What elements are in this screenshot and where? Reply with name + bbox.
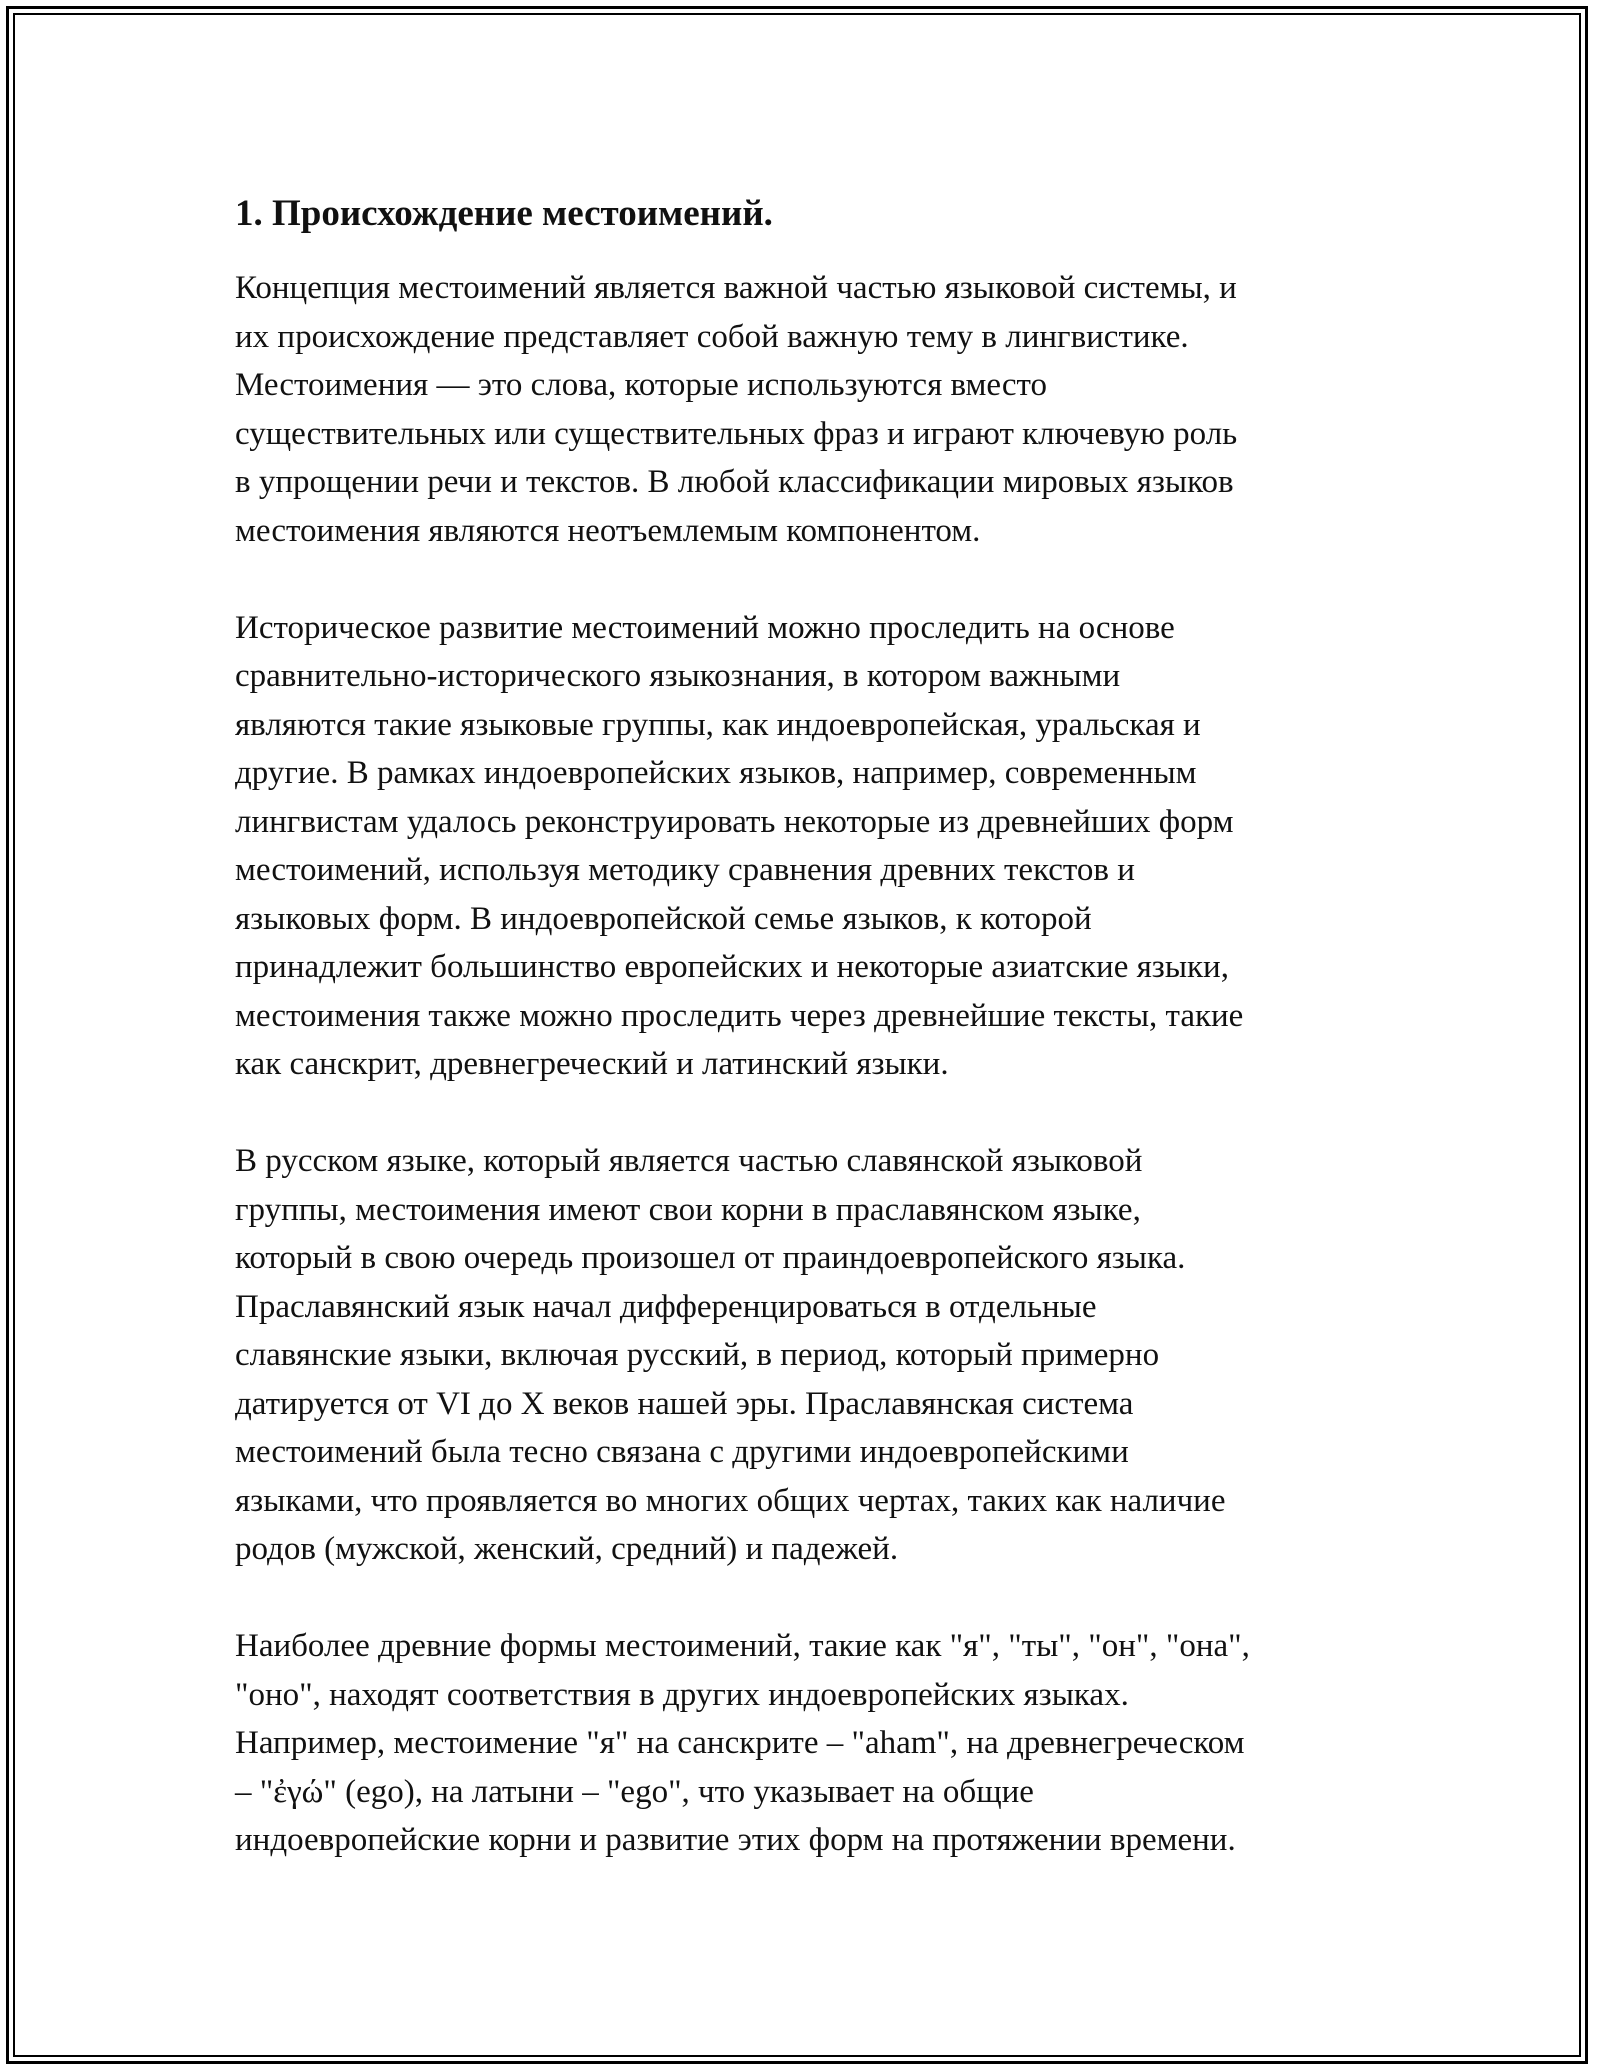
paragraph-1 — [235, 264, 1375, 555]
text-line: являются такие языковые группы, как индоевропейская, уральская и — [235, 706, 1201, 743]
text-line: родов (мужской, женский, средний) и падежей. — [235, 1531, 899, 1567]
text-line: – "ἐγώ" (ego), на латыни – "ego", что указывает на общие — [235, 1773, 1034, 1810]
text-line: местоимений была тесно связана с другими индоевропейскими — [235, 1434, 1129, 1470]
text-line: языками, что проявляется во многих общих чертах, таких как наличие — [235, 1482, 1226, 1519]
text-line: который в свою очередь произошел от праиндоевропейского языка. — [235, 1240, 1186, 1276]
paragraph-3 — [235, 1137, 1375, 1574]
text-line: языковых форм. В индоевропейской семье языков, к которой — [235, 900, 1092, 937]
text-line: другие. В рамках индоевропейских языков, например, современным — [235, 755, 1197, 791]
text-line: Историческое развитие местоимений можно проследить на основе — [235, 609, 1175, 646]
section-heading: 1. Происхождение местоимений. — [235, 193, 773, 234]
text-line: Наиболее древние формы местоимений, такие как "я", "ты", "он", "она", — [235, 1628, 1250, 1664]
text-line: местоимения также можно проследить через древнейшие тексты, такие — [235, 997, 1244, 1034]
document-body — [235, 180, 1375, 1913]
text-line: местоимения являются неотъемлемым компонентом. — [235, 512, 981, 549]
text-line: их происхождение представляет собой важную тему в лингвистике. — [235, 318, 1189, 355]
text-line: Например, местоимение "я" на санскрите – "aham", на древнегреческом — [235, 1725, 1245, 1761]
text-line: Праславянский язык начал дифференцироваться в отдельные — [235, 1288, 1097, 1325]
text-line: славянские языки, включая русский, в период, который примерно — [235, 1337, 1160, 1373]
text-line: группы, местоимения имеют свои корни в праславянском языке, — [235, 1191, 1141, 1228]
text-line: Местоимения — это слова, которые используются вместо — [235, 367, 1047, 403]
text-line: сравнительно-исторического языкознания, в котором важными — [235, 658, 1121, 694]
text-line: лингвистам удалось реконструировать некоторые из древнейших форм — [235, 803, 1234, 840]
text-line: местоимений, используя методику сравнения древних текстов и — [235, 852, 1135, 888]
text-line: как санскрит, древнегреческий и латинский языки. — [235, 1046, 949, 1082]
paragraph-4 — [235, 1622, 1375, 1865]
text-line: В русском языке, который является частью славянской языковой — [235, 1143, 1143, 1179]
text-line: "оно", находят соответствия в других индоевропейских языках. — [235, 1676, 1129, 1713]
text-line: Концепция местоимений является важной частью языковой системы, и — [235, 270, 1237, 306]
text-line: в упрощении речи и текстов. В любой классификации мировых языков — [235, 464, 1234, 500]
text-line: датируется от VI до X веков нашей эры. Праславянская система — [235, 1385, 1134, 1422]
text-line: индоевропейские корни и развитие этих форм на протяжении времени. — [235, 1822, 1236, 1858]
text-line: принадлежит большинство европейских и некоторые азиатские языки, — [235, 949, 1229, 985]
paragraph-2 — [235, 604, 1375, 1089]
text-line: существительных или существительных фраз и играют ключевую роль — [235, 415, 1238, 452]
